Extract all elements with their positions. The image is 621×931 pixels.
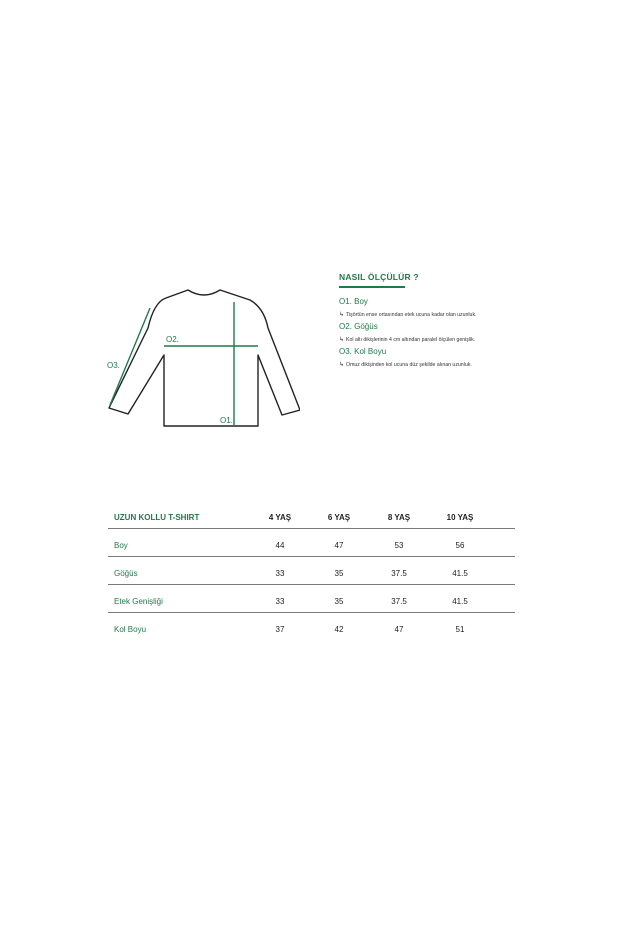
- table-cell: 37.5: [391, 569, 407, 578]
- table-cell: 41.5: [452, 569, 468, 578]
- table-cell: 47: [334, 541, 344, 550]
- measure-item-desc: ↳ Tişörtün ense ortasından etek ucuna kadar olan uzunluk.: [339, 311, 477, 318]
- table-cell: 41.5: [452, 597, 468, 606]
- table-cell: 53: [394, 541, 404, 550]
- measure-item-title: O2. Göğüs: [339, 321, 378, 331]
- how-to-measure: [339, 272, 579, 372]
- tshirt-outline: [109, 290, 300, 426]
- tshirt-measurement-diagram: [100, 280, 300, 440]
- table-cell: 47: [394, 625, 404, 634]
- measure-item-desc: ↳ Omuz dikişinden kol ucuna düz şekilde alınan uzunluk.: [339, 361, 472, 368]
- table-cell: 44: [275, 541, 285, 550]
- size-table: [108, 508, 515, 640]
- measure-item-desc: ↳ Kol altı dikişlerinin 4 cm altından paralel ölçülen genişlik.: [339, 336, 476, 343]
- table-cell: 56: [455, 541, 465, 550]
- table-cell: 42: [334, 625, 344, 634]
- row-label: Kol Boyu: [114, 625, 147, 634]
- row-label: Etek Genişliği: [114, 597, 163, 606]
- column-header: 10 YAŞ: [446, 513, 474, 522]
- table-cell: 35: [334, 597, 344, 606]
- table-cell: 37.5: [391, 597, 407, 606]
- table-row: [108, 585, 515, 613]
- measure-item-title: O1. Boy: [339, 296, 368, 306]
- measure-item-title: O3. Kol Boyu: [339, 346, 387, 356]
- label-o1: O1.: [220, 416, 233, 425]
- table-title: UZUN KOLLU T-SHIRT: [114, 513, 200, 522]
- row-label: Boy: [114, 541, 128, 550]
- arrow-return-icon: ↳: [339, 361, 345, 368]
- table-cell: 33: [275, 597, 285, 606]
- table-cell: 51: [455, 625, 465, 634]
- label-o3: O3.: [107, 361, 120, 370]
- table-row: [108, 557, 515, 585]
- arrow-return-icon: ↳: [339, 311, 345, 318]
- table-cell: 35: [334, 569, 344, 578]
- row-label: Göğüs: [114, 569, 138, 578]
- column-header: 6 YAŞ: [327, 513, 351, 522]
- table-row: [108, 613, 515, 640]
- table-cell: 37: [275, 625, 285, 634]
- measure-line-o3: [110, 308, 150, 405]
- column-header: 8 YAŞ: [387, 513, 411, 522]
- table-cell: 33: [275, 569, 285, 578]
- table-row: [108, 529, 515, 557]
- title-underline: [339, 286, 405, 288]
- how-to-measure-title: NASIL ÖLÇÜLÜR ?: [339, 272, 419, 282]
- table-header-row: [108, 508, 515, 529]
- label-o2: O2.: [166, 335, 179, 344]
- arrow-return-icon: ↳: [339, 336, 345, 343]
- column-header: 4 YAŞ: [268, 513, 292, 522]
